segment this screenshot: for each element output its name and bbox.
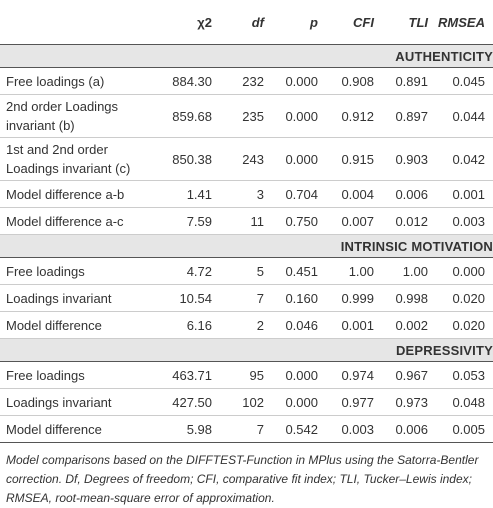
row-label: Model difference a-b — [0, 181, 158, 208]
cell-chi2: 7.59 — [158, 208, 220, 235]
cell-cfi: 0.977 — [326, 389, 382, 416]
cell-p: 0.160 — [272, 285, 326, 312]
header-label — [0, 0, 158, 45]
cell-tli: 0.998 — [382, 285, 436, 312]
row-label: Model difference — [0, 416, 158, 443]
cell-cfi: 0.007 — [326, 208, 382, 235]
cell-df: 7 — [220, 285, 272, 312]
header-df: df — [220, 0, 272, 45]
row-label: Free loadings — [0, 258, 158, 285]
cell-tli: 0.897 — [382, 95, 436, 138]
cell-tli: 1.00 — [382, 258, 436, 285]
cell-rmsea: 0.020 — [436, 285, 493, 312]
cell-cfi: 0.999 — [326, 285, 382, 312]
header-cfi: CFI — [326, 0, 382, 45]
table-row — [0, 138, 493, 181]
table-row — [0, 208, 493, 235]
cell-chi2: 10.54 — [158, 285, 220, 312]
row-label: Model difference a-c — [0, 208, 158, 235]
cell-rmsea: 0.048 — [436, 389, 493, 416]
row-label: Free loadings (a) — [0, 68, 158, 95]
header-tli: TLI — [382, 0, 436, 45]
cell-rmsea: 0.020 — [436, 312, 493, 339]
table-row — [0, 389, 493, 416]
cell-chi2: 850.38 — [158, 138, 220, 181]
cell-df: 11 — [220, 208, 272, 235]
cell-tli: 0.967 — [382, 362, 436, 389]
cell-cfi: 0.003 — [326, 416, 382, 443]
cell-p: 0.000 — [272, 95, 326, 138]
table-body — [0, 45, 493, 443]
cell-chi2: 427.50 — [158, 389, 220, 416]
cell-df: 5 — [220, 258, 272, 285]
cell-p: 0.750 — [272, 208, 326, 235]
cell-rmsea: 0.003 — [436, 208, 493, 235]
table-row — [0, 362, 493, 389]
table-row — [0, 95, 493, 138]
cell-tli: 0.891 — [382, 68, 436, 95]
cell-df: 7 — [220, 416, 272, 443]
cell-chi2: 1.41 — [158, 181, 220, 208]
section-title: DEPRESSIVITY — [0, 339, 493, 362]
table-footnote: Model comparisons based on the DIFFTEST-Function in MPlus using the Satorra-Bentler correction. Df, Degrees of freedom; CFI, comparative fit index; TLI, Tucker–Lewis index; RMSEA, root-mean-square error of approximation. — [6, 453, 479, 505]
cell-df: 235 — [220, 95, 272, 138]
table-row — [0, 285, 493, 312]
row-label: 1st and 2nd order Loadings invariant (c) — [0, 138, 158, 181]
cell-rmsea: 0.045 — [436, 68, 493, 95]
cell-rmsea: 0.001 — [436, 181, 493, 208]
table-row — [0, 68, 493, 95]
cell-p: 0.000 — [272, 68, 326, 95]
section-header — [0, 339, 493, 362]
section-header — [0, 235, 493, 258]
cell-chi2: 859.68 — [158, 95, 220, 138]
cell-df: 102 — [220, 389, 272, 416]
cell-tli: 0.006 — [382, 181, 436, 208]
cell-cfi: 0.974 — [326, 362, 382, 389]
cell-p: 0.000 — [272, 389, 326, 416]
cell-df: 95 — [220, 362, 272, 389]
cell-rmsea: 0.053 — [436, 362, 493, 389]
cell-cfi: 0.004 — [326, 181, 382, 208]
table-row — [0, 258, 493, 285]
cell-tli: 0.006 — [382, 416, 436, 443]
cell-chi2: 4.72 — [158, 258, 220, 285]
cell-chi2: 6.16 — [158, 312, 220, 339]
cell-chi2: 5.98 — [158, 416, 220, 443]
cell-df: 3 — [220, 181, 272, 208]
header-chi2: χ2 — [158, 0, 220, 45]
table-row — [0, 416, 493, 443]
cell-cfi: 0.908 — [326, 68, 382, 95]
row-label: Loadings invariant — [0, 389, 158, 416]
cell-cfi: 1.00 — [326, 258, 382, 285]
cell-tli: 0.973 — [382, 389, 436, 416]
section-title: AUTHENTICITY — [0, 45, 493, 68]
cell-df: 2 — [220, 312, 272, 339]
cell-p: 0.046 — [272, 312, 326, 339]
cell-df: 243 — [220, 138, 272, 181]
cell-rmsea: 0.044 — [436, 95, 493, 138]
row-label: Loadings invariant — [0, 285, 158, 312]
section-header — [0, 45, 493, 68]
row-label: Free loadings — [0, 362, 158, 389]
section-title: INTRINSIC MOTIVATION — [0, 235, 493, 258]
cell-p: 0.451 — [272, 258, 326, 285]
cell-rmsea: 0.005 — [436, 416, 493, 443]
cell-chi2: 463.71 — [158, 362, 220, 389]
cell-tli: 0.903 — [382, 138, 436, 181]
cell-p: 0.542 — [272, 416, 326, 443]
header-rmsea: RMSEA — [436, 0, 493, 45]
cell-chi2: 884.30 — [158, 68, 220, 95]
cell-tli: 0.002 — [382, 312, 436, 339]
cell-rmsea: 0.042 — [436, 138, 493, 181]
table-row — [0, 181, 493, 208]
cell-p: 0.704 — [272, 181, 326, 208]
header-row — [0, 0, 493, 45]
cell-cfi: 0.001 — [326, 312, 382, 339]
row-label: Model difference — [0, 312, 158, 339]
cell-cfi: 0.915 — [326, 138, 382, 181]
header-p: p — [272, 0, 326, 45]
table-row — [0, 312, 493, 339]
cell-cfi: 0.912 — [326, 95, 382, 138]
cell-df: 232 — [220, 68, 272, 95]
cell-p: 0.000 — [272, 362, 326, 389]
row-label: 2nd order Loadings invariant (b) — [0, 95, 158, 138]
cell-tli: 0.012 — [382, 208, 436, 235]
cell-rmsea: 0.000 — [436, 258, 493, 285]
table-header — [0, 0, 493, 45]
cell-p: 0.000 — [272, 138, 326, 181]
